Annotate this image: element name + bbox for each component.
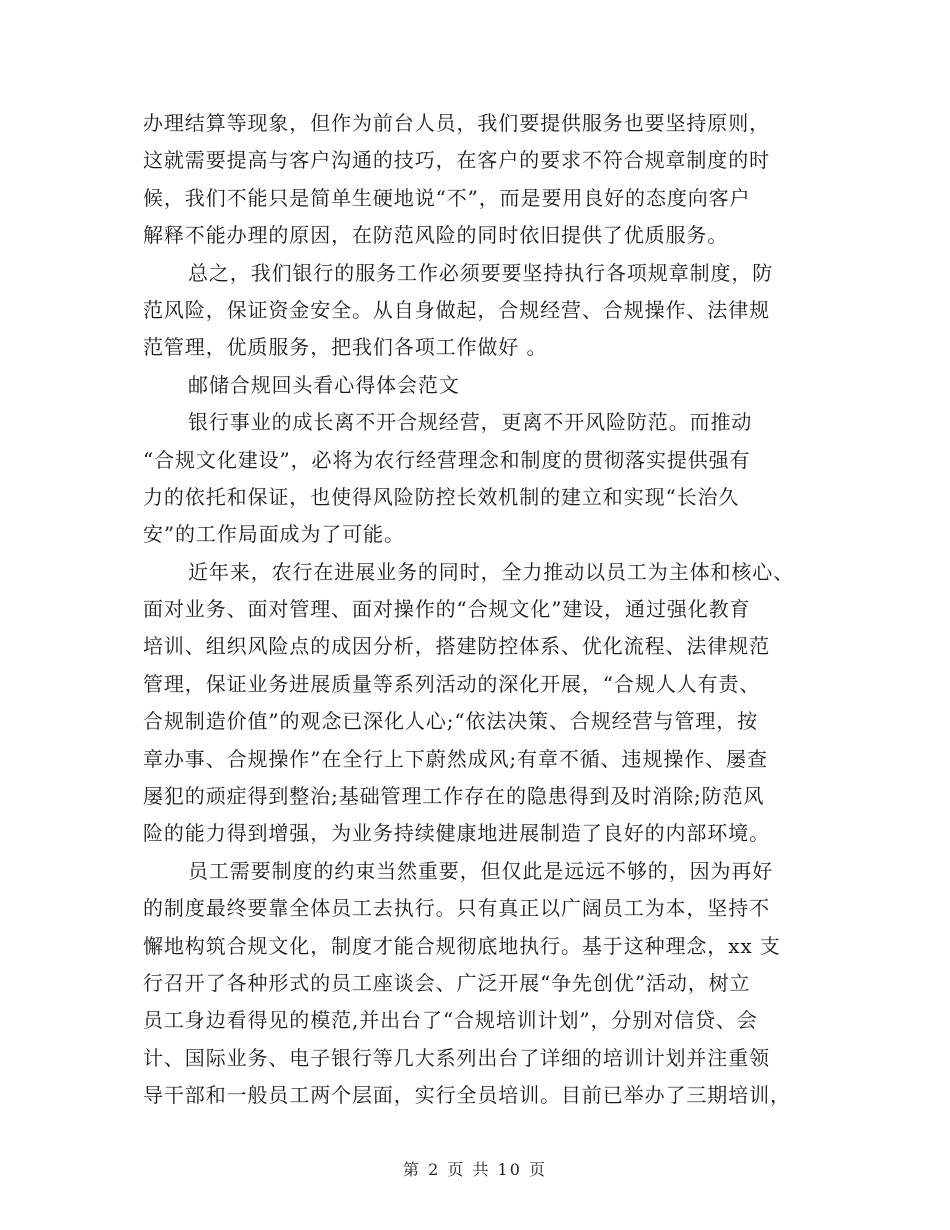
text-line: 合规制造价值”的观念已深化人心;“依法决策、合规经营与管理，按 bbox=[143, 709, 759, 734]
text-line: 安”的工作局面成为了可能。 bbox=[143, 522, 405, 547]
text-line: 候，我们不能只是简单生硬地说“不”，而是要用良好的态度向客户 bbox=[143, 185, 751, 210]
text-line: 培训、组织风险点的成因分析，搭建防控体系、优化流程、法律规范 bbox=[143, 634, 770, 659]
text-line: 行召开了各种形式的员工座谈会、广泛开展“争先创优”活动，树立 bbox=[143, 970, 751, 995]
text-line: 的制度最终要靠全体员工去执行。只有真正以广阔员工为本，坚持不 bbox=[143, 896, 770, 921]
text-line: 范管理，优质服务，把我们各项工作做好 。 bbox=[143, 335, 548, 360]
text-line: 邮储合规回头看心得体会范文 bbox=[188, 372, 460, 397]
text-line: 这就需要提高与客户沟通的技巧，在客户的要求不符合规章制度的时 bbox=[143, 148, 770, 173]
text-line: 办理结算等现象，但作为前台人员，我们要提供服务也要坚持原则， bbox=[143, 111, 770, 135]
text-line: 范风险，保证资金安全。从自身做起，合规经营、合规操作、法律规 bbox=[143, 297, 770, 322]
text-line: 懈地构筑合规文化，制度才能合规彻底地执行。基于这种理念，xx 支 bbox=[143, 933, 781, 958]
text-line: 近年来，农行在进展业务的同时，全力推动以员工为主体和核心、 bbox=[188, 559, 795, 584]
text-line: 计、国际业务、电子银行等几大系列出台了详细的培训计划并注重领 bbox=[143, 1045, 770, 1070]
text-line: “合规文化建设”，必将为农行经营理念和制度的贯彻落实提供强有 bbox=[143, 447, 751, 472]
text-line: 面对业务、面对管理、面对操作的“合规文化”建设，通过强化教育 bbox=[143, 597, 751, 622]
text-line: 屡犯的顽症得到整治;基础管理工作存在的隐患得到及时消除;防范风 bbox=[143, 784, 765, 809]
text-line: 险的能力得到增强，为业务持续健康地进展制造了良好的内部环境。 bbox=[143, 821, 770, 846]
text-line: 导干部和一般员工两个层面，实行全员培训。目前已举办了三期培训， bbox=[143, 1083, 791, 1108]
document-body bbox=[143, 105, 803, 1115]
text-line: 银行事业的成长离不开合规经营，更离不开风险防范。而推动 bbox=[188, 410, 753, 435]
text-line: 总之，我们银行的服务工作必须要要坚持执行各项规章制度，防 bbox=[188, 260, 774, 285]
page-footer: 第 2 页 共 10 页 bbox=[403, 1160, 547, 1179]
text-line: 员工需要制度的约束当然重要，但仅此是远远不够的，因为再好 bbox=[188, 858, 774, 883]
text-line: 管理，保证业务进展质量等系列活动的深化开展，“合规人人有责、 bbox=[143, 671, 761, 696]
text-line: 员工身边看得见的模范,并出台了“合规培训计划”，分别对信贷、会 bbox=[143, 1008, 758, 1033]
text-line: 力的依托和保证，也使得风险防控长效机制的建立和实现“长治久 bbox=[143, 484, 740, 509]
text-line: 章办事、合规操作”在全行上下蔚然成风;有章不循、违规操作、屡查 bbox=[143, 746, 768, 771]
text-line: 解释不能办理的原因，在防范风险的同时依旧提供了优质服务。 bbox=[143, 223, 729, 248]
